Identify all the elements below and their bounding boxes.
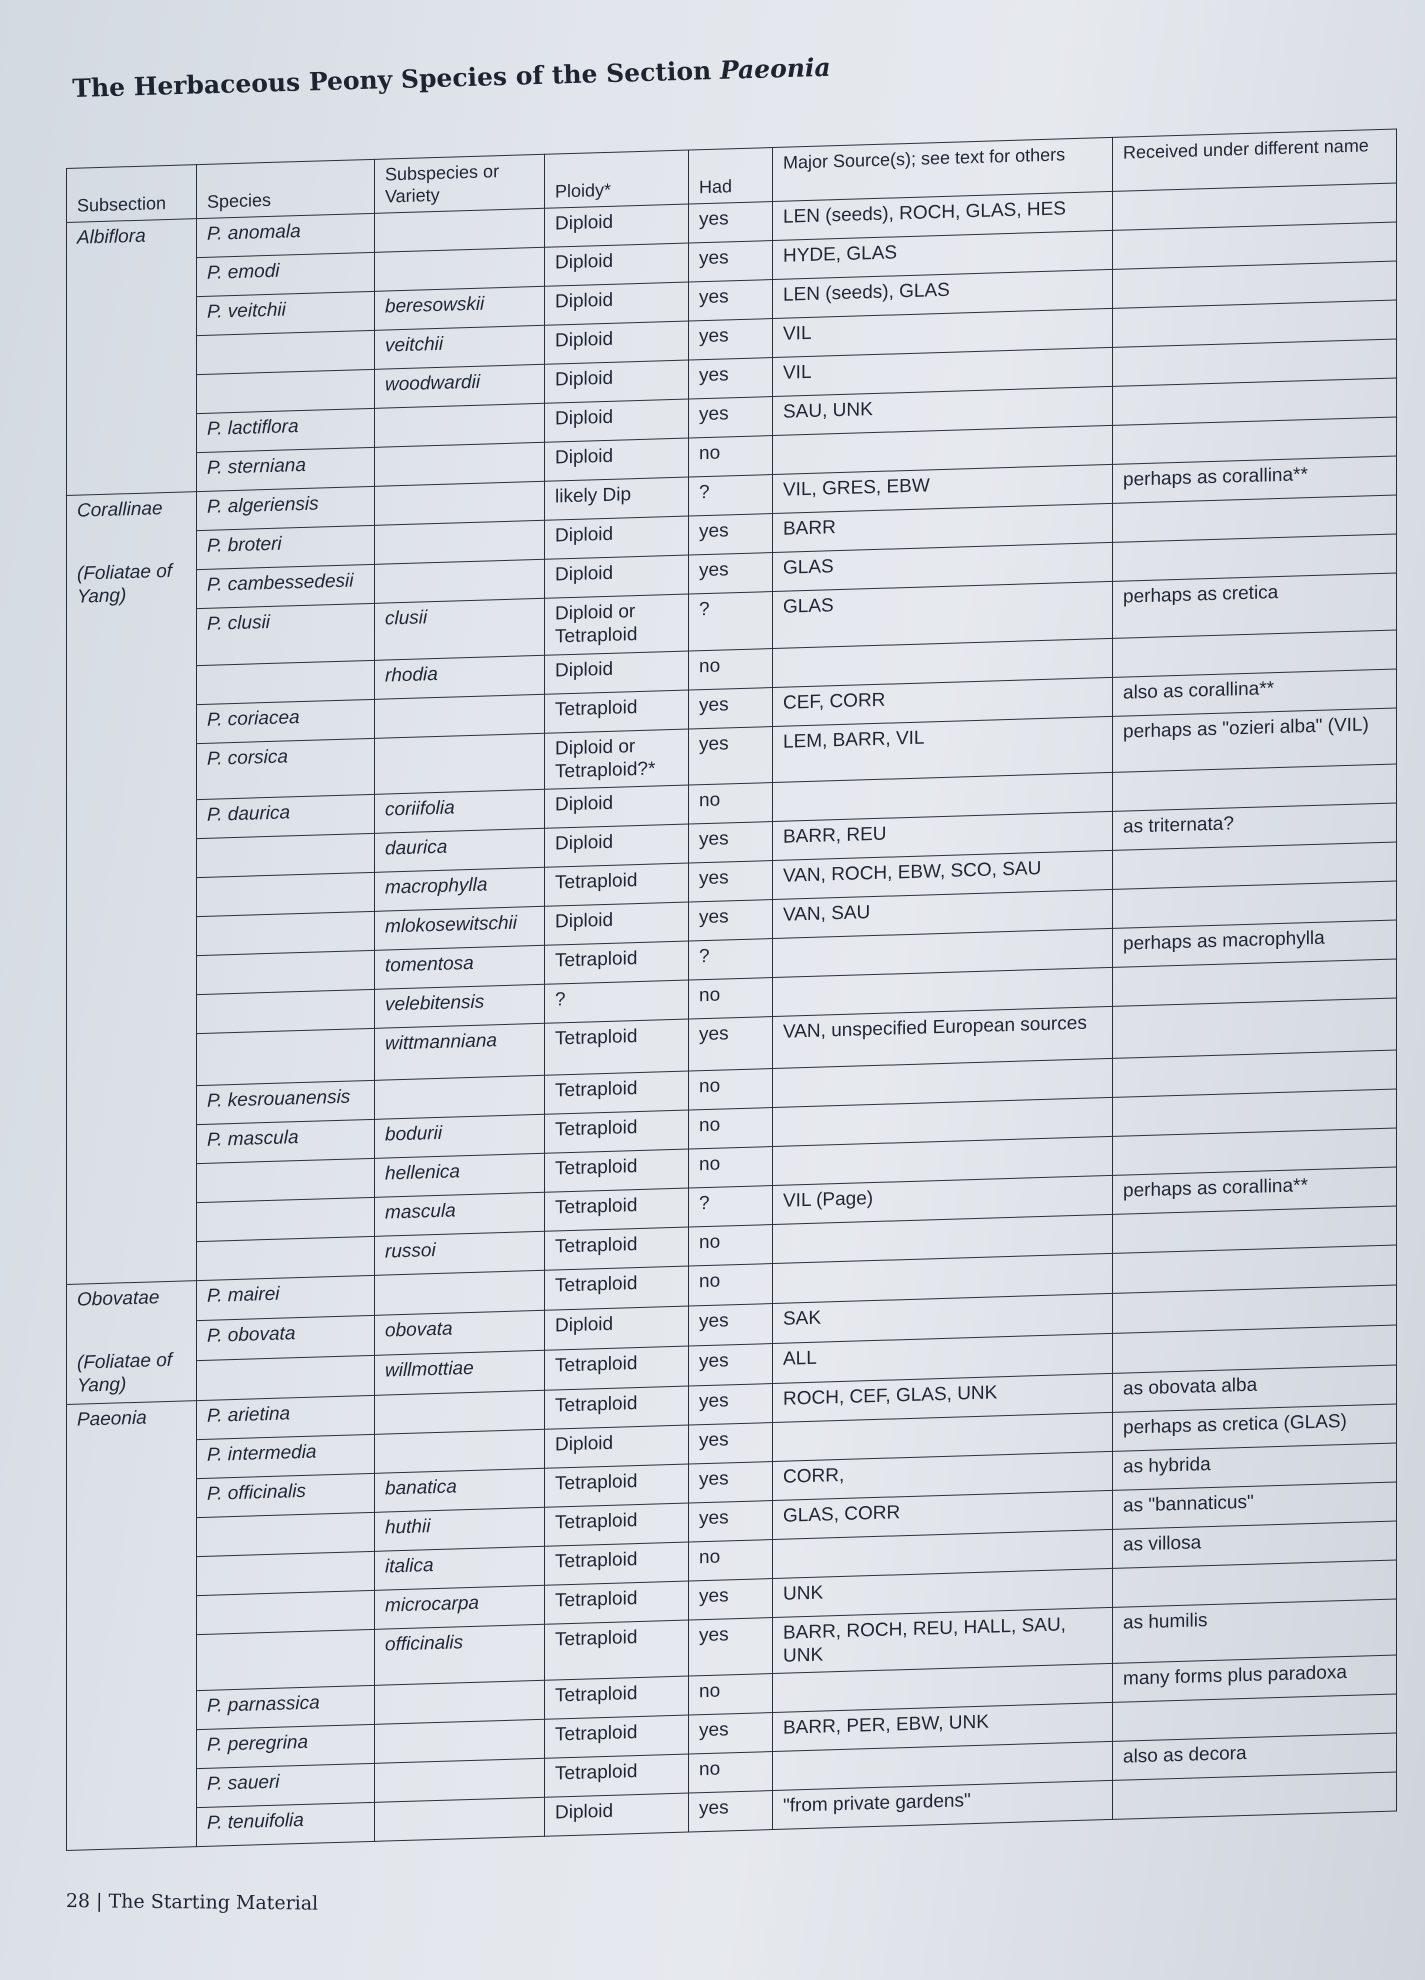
species-cell: P. parnassica bbox=[197, 1686, 375, 1730]
ploidy-cell: Diploid bbox=[545, 321, 689, 364]
subsection-name: Paeonia bbox=[77, 1407, 147, 1431]
species-cell: P. broteri bbox=[197, 526, 375, 570]
subsection-name: Corallinae bbox=[77, 498, 163, 522]
subspecies-cell: tomentosa bbox=[375, 946, 545, 990]
source-cell: CEF, CORR bbox=[773, 677, 1113, 726]
had-cell: yes bbox=[689, 202, 773, 243]
had-cell: yes bbox=[689, 1617, 773, 1676]
had-cell: yes bbox=[689, 553, 773, 594]
received-cell: perhaps as corallina** bbox=[1113, 456, 1397, 503]
had-cell: yes bbox=[689, 1017, 773, 1071]
had-cell: no bbox=[689, 1674, 773, 1715]
ploidy-cell: ? bbox=[545, 980, 689, 1023]
subsection-cell bbox=[67, 492, 197, 1285]
source-cell: BARR, ROCH, REU, HALL, SAU, UNK bbox=[773, 1607, 1113, 1674]
subspecies-cell: veitchii bbox=[375, 325, 545, 369]
source-cell: HYDE, GLAS bbox=[773, 231, 1113, 280]
received-cell: perhaps as corallina** bbox=[1113, 1167, 1397, 1214]
had-cell: yes bbox=[689, 822, 773, 863]
ploidy-cell: Tetraploid bbox=[545, 1019, 689, 1075]
ploidy-cell: Diploid bbox=[545, 360, 689, 403]
ploidy-cell: Tetraploid bbox=[545, 1715, 689, 1758]
species-cell: P. officinalis bbox=[197, 1473, 375, 1517]
source-cell: VIL, GRES, EBW bbox=[773, 465, 1113, 514]
species-cell bbox=[197, 834, 375, 878]
subspecies-cell bbox=[375, 1429, 545, 1473]
subspecies-cell bbox=[375, 481, 545, 525]
received-cell: perhaps as cretica bbox=[1113, 573, 1397, 638]
header-received: Received under different name bbox=[1113, 129, 1397, 192]
received-cell: as hybrida bbox=[1113, 1443, 1397, 1490]
page-number: 28 bbox=[65, 1890, 91, 1913]
received-cell bbox=[1113, 998, 1397, 1058]
ploidy-cell: Tetraploid bbox=[545, 1149, 689, 1192]
subsection-cell bbox=[67, 219, 197, 496]
species-cell bbox=[197, 1512, 375, 1556]
subspecies-cell bbox=[375, 1271, 545, 1316]
ploidy-cell: Tetraploid bbox=[545, 1227, 689, 1270]
species-cell: P. daurica bbox=[197, 795, 375, 839]
species-cell bbox=[197, 1159, 375, 1203]
species-cell bbox=[197, 1551, 375, 1595]
species-cell: P. veitchii bbox=[197, 292, 375, 336]
species-cell bbox=[197, 1355, 375, 1400]
ploidy-cell: Tetraploid bbox=[545, 1581, 689, 1624]
had-cell: yes bbox=[689, 1578, 773, 1619]
ploidy-cell: Tetraploid bbox=[545, 1464, 689, 1507]
had-cell: ? bbox=[689, 592, 773, 651]
species-cell bbox=[197, 1198, 375, 1242]
had-cell: no bbox=[689, 436, 773, 477]
header-species: Species bbox=[197, 159, 375, 218]
source-cell: BARR, PER, EBW, UNK bbox=[773, 1703, 1113, 1752]
subspecies-cell: russoi bbox=[375, 1232, 545, 1276]
ploidy-cell: Diploid bbox=[545, 651, 689, 694]
subspecies-cell: mascula bbox=[375, 1193, 545, 1237]
had-cell: yes bbox=[689, 687, 773, 728]
species-cell bbox=[197, 912, 375, 956]
source-cell: ROCH, CEF, GLAS, UNK bbox=[773, 1373, 1113, 1422]
ploidy-cell: Tetraploid bbox=[545, 1266, 689, 1310]
ploidy-cell: Diploid bbox=[545, 824, 689, 867]
subsection-note: (Foliatae of Yang) bbox=[77, 1350, 173, 1397]
had-cell: yes bbox=[689, 1304, 773, 1346]
had-cell: ? bbox=[689, 939, 773, 980]
had-cell: yes bbox=[689, 241, 773, 282]
source-cell: BARR, REU bbox=[773, 812, 1113, 861]
species-cell: P. cambessedesii bbox=[197, 565, 375, 609]
header-subsection: Subsection bbox=[67, 165, 197, 223]
subspecies-cell: clusii bbox=[375, 598, 545, 660]
source-cell: CORR, bbox=[773, 1451, 1113, 1500]
had-cell: no bbox=[689, 978, 773, 1019]
ploidy-cell: Tetraploid bbox=[545, 1188, 689, 1231]
had-cell: yes bbox=[689, 1383, 773, 1424]
species-cell bbox=[197, 660, 375, 704]
ploidy-cell: Diploid bbox=[545, 902, 689, 945]
source-cell: LEN (seeds), GLAS bbox=[773, 270, 1113, 319]
subsection-note bbox=[77, 1469, 186, 1472]
species-cell: P. algeriensis bbox=[197, 487, 375, 531]
subspecies-cell: microcarpa bbox=[375, 1585, 545, 1629]
ploidy-cell: Diploid or Tetraploid bbox=[545, 594, 689, 655]
species-cell: P. peregrina bbox=[197, 1725, 375, 1769]
ploidy-cell: Diploid or Tetraploid?* bbox=[545, 729, 689, 790]
species-cell: P. tenuifolia bbox=[197, 1803, 375, 1847]
species-cell bbox=[197, 951, 375, 995]
ploidy-cell: Tetraploid bbox=[545, 941, 689, 984]
species-cell bbox=[197, 370, 375, 414]
subsection-cell bbox=[67, 1400, 197, 1850]
ploidy-cell: Tetraploid bbox=[545, 1542, 689, 1585]
species-cell: P. intermedia bbox=[197, 1434, 375, 1478]
subspecies-cell bbox=[375, 1720, 545, 1764]
ploidy-cell: Diploid bbox=[545, 399, 689, 442]
had-cell: no bbox=[689, 1108, 773, 1149]
had-cell: no bbox=[689, 783, 773, 824]
header-had: Had bbox=[689, 148, 773, 205]
ploidy-cell: Diploid bbox=[545, 243, 689, 286]
received-cell: perhaps as macrophylla bbox=[1113, 920, 1397, 967]
subspecies-cell: obovata bbox=[375, 1310, 545, 1355]
source-cell: VAN, unspecified European sources bbox=[773, 1007, 1113, 1069]
source-cell: BARR bbox=[773, 504, 1113, 553]
had-cell: ? bbox=[689, 1186, 773, 1227]
ploidy-cell: Diploid bbox=[545, 1793, 689, 1836]
subsection-name: Obovatae bbox=[77, 1287, 160, 1312]
subspecies-cell: woodwardii bbox=[375, 364, 545, 408]
subspecies-cell: daurica bbox=[375, 829, 545, 873]
ploidy-cell: Diploid bbox=[545, 282, 689, 325]
ploidy-cell: Diploid bbox=[545, 1425, 689, 1468]
ploidy-cell: Tetraploid bbox=[545, 690, 689, 733]
subspecies-cell bbox=[375, 559, 545, 603]
received-cell: as humilis bbox=[1113, 1599, 1397, 1664]
species-cell bbox=[197, 1590, 375, 1634]
ploidy-cell: Tetraploid bbox=[545, 1386, 689, 1429]
had-cell: yes bbox=[689, 319, 773, 360]
source-cell: VAN, SAU bbox=[773, 890, 1113, 939]
footer-section: The Starting Material bbox=[108, 1890, 319, 1915]
source-cell: "from private gardens" bbox=[773, 1781, 1113, 1830]
species-cell: P. obovata bbox=[197, 1316, 375, 1361]
subspecies-cell bbox=[375, 1681, 545, 1725]
table-title-text: The Herbaceous Peony Species of the Section bbox=[72, 55, 721, 103]
subspecies-cell bbox=[375, 1076, 545, 1120]
table-title-genus: Paeonia bbox=[719, 52, 832, 85]
species-cell: P. mairei bbox=[197, 1276, 375, 1321]
species-cell: P. clusii bbox=[197, 604, 375, 666]
subspecies-cell bbox=[375, 694, 545, 738]
source-cell: ALL bbox=[773, 1333, 1113, 1383]
species-cell: P. lactiflora bbox=[197, 409, 375, 453]
ploidy-cell: Tetraploid bbox=[545, 1754, 689, 1797]
species-cell bbox=[197, 1629, 375, 1691]
subsection-note: (Foliatae of Yang) bbox=[77, 560, 173, 608]
species-cell: P. kesrouanensis bbox=[197, 1081, 375, 1125]
subspecies-cell: mlokosewitschii bbox=[375, 907, 545, 951]
subspecies-cell bbox=[375, 442, 545, 486]
table-title bbox=[72, 46, 1072, 103]
source-cell: VIL (Page) bbox=[773, 1176, 1113, 1225]
received-cell: as "bannaticus" bbox=[1113, 1482, 1397, 1529]
species-cell: P. sterniana bbox=[197, 448, 375, 492]
source-cell: GLAS bbox=[773, 543, 1113, 592]
species-cell bbox=[197, 331, 375, 375]
subspecies-cell: huthii bbox=[375, 1507, 545, 1551]
species-cell: P. coriacea bbox=[197, 699, 375, 743]
had-cell: yes bbox=[689, 397, 773, 438]
received-cell: as obovata alba bbox=[1113, 1365, 1397, 1412]
subspecies-cell: officinalis bbox=[375, 1624, 545, 1686]
subspecies-cell bbox=[375, 520, 545, 564]
ploidy-cell: Tetraploid bbox=[545, 1071, 689, 1114]
subspecies-cell bbox=[375, 403, 545, 447]
had-cell: no bbox=[689, 1147, 773, 1188]
had-cell: yes bbox=[689, 280, 773, 321]
subspecies-cell: coriifolia bbox=[375, 790, 545, 834]
footer-separator: | bbox=[96, 1890, 103, 1913]
table-body bbox=[67, 183, 1397, 1851]
species-cell bbox=[197, 1029, 375, 1086]
received-cell: as villosa bbox=[1113, 1521, 1397, 1568]
species-cell: P. arietina bbox=[197, 1395, 375, 1439]
subspecies-cell: bodurii bbox=[375, 1115, 545, 1159]
source-cell: SAK bbox=[773, 1294, 1113, 1344]
subsection-cell bbox=[67, 1281, 197, 1404]
header-subspecies: Subspecies or Variety bbox=[375, 154, 545, 213]
source-cell: LEN (seeds), ROCH, GLAS, HES bbox=[773, 192, 1113, 241]
ploidy-cell: Tetraploid bbox=[545, 1346, 689, 1390]
ploidy-cell: Tetraploid bbox=[545, 1676, 689, 1719]
subspecies-cell: hellenica bbox=[375, 1154, 545, 1198]
received-cell: many forms plus paradoxa bbox=[1113, 1655, 1397, 1702]
had-cell: yes bbox=[689, 1713, 773, 1754]
source-cell: VIL bbox=[773, 348, 1113, 397]
species-cell: P. mascula bbox=[197, 1120, 375, 1164]
had-cell: yes bbox=[689, 1344, 773, 1386]
subspecies-cell: italica bbox=[375, 1546, 545, 1590]
subspecies-cell: macrophylla bbox=[375, 868, 545, 912]
had-cell: no bbox=[689, 1752, 773, 1793]
source-cell: LEM, BARR, VIL bbox=[773, 716, 1113, 783]
ploidy-cell: likely Dip bbox=[545, 477, 689, 520]
had-cell: yes bbox=[689, 900, 773, 941]
subspecies-cell: velebitensis bbox=[375, 985, 545, 1029]
subspecies-cell: wittmanniana bbox=[375, 1024, 545, 1081]
had-cell: no bbox=[689, 1539, 773, 1580]
species-cell bbox=[197, 873, 375, 917]
species-cell: P. saueri bbox=[197, 1764, 375, 1808]
ploidy-cell: Tetraploid bbox=[545, 1110, 689, 1153]
had-cell: no bbox=[689, 648, 773, 689]
had-cell: no bbox=[689, 1069, 773, 1110]
page-footer bbox=[66, 1890, 319, 1915]
received-cell bbox=[1113, 1772, 1397, 1819]
ploidy-cell: Diploid bbox=[545, 1306, 689, 1350]
ploidy-cell: Diploid bbox=[545, 785, 689, 828]
ploidy-cell: Diploid bbox=[545, 438, 689, 481]
species-cell bbox=[197, 1237, 375, 1281]
had-cell: yes bbox=[689, 1791, 773, 1832]
subspecies-cell: beresowskii bbox=[375, 286, 545, 330]
species-cell: P. emodi bbox=[197, 253, 375, 297]
had-cell: yes bbox=[689, 358, 773, 399]
subspecies-cell bbox=[375, 1798, 545, 1842]
subspecies-cell: banatica bbox=[375, 1468, 545, 1512]
received-cell: also as decora bbox=[1113, 1733, 1397, 1780]
had-cell: yes bbox=[689, 726, 773, 785]
had-cell: no bbox=[689, 1225, 773, 1266]
ploidy-cell: Diploid bbox=[545, 555, 689, 598]
header-source: Major Source(s); see text for others bbox=[773, 137, 1113, 201]
had-cell: yes bbox=[689, 1461, 773, 1502]
subspecies-cell bbox=[375, 1390, 545, 1434]
ploidy-cell: Tetraploid bbox=[545, 1503, 689, 1546]
subspecies-cell: willmottiae bbox=[375, 1350, 545, 1395]
species-cell: P. anomala bbox=[197, 214, 375, 258]
source-cell: GLAS bbox=[773, 582, 1113, 649]
had-cell: yes bbox=[689, 1422, 773, 1463]
source-cell: SAU, UNK bbox=[773, 387, 1113, 436]
header-ploidy: Ploidy* bbox=[545, 150, 689, 208]
had-cell: yes bbox=[689, 861, 773, 902]
ploidy-cell: Diploid bbox=[545, 204, 689, 247]
subsection-name: Albiflora bbox=[77, 225, 146, 249]
source-cell: VAN, ROCH, EBW, SCO, SAU bbox=[773, 851, 1113, 900]
source-cell: UNK bbox=[773, 1568, 1113, 1617]
received-cell: also as corallina** bbox=[1113, 669, 1397, 716]
subspecies-cell: rhodia bbox=[375, 655, 545, 699]
had-cell: yes bbox=[689, 1500, 773, 1541]
subspecies-cell bbox=[375, 733, 545, 795]
source-cell: VIL bbox=[773, 309, 1113, 358]
subsection-note bbox=[77, 287, 186, 290]
source-cell: GLAS, CORR bbox=[773, 1490, 1113, 1539]
ploidy-cell: Diploid bbox=[545, 516, 689, 559]
received-cell: perhaps as cretica (GLAS) bbox=[1113, 1404, 1397, 1451]
peony-species-table bbox=[66, 128, 1397, 1851]
ploidy-cell: Tetraploid bbox=[545, 863, 689, 906]
received-cell: perhaps as "ozieri alba" (VIL) bbox=[1113, 708, 1397, 773]
species-cell bbox=[197, 990, 375, 1034]
species-cell: P. corsica bbox=[197, 738, 375, 800]
subspecies-cell bbox=[375, 208, 545, 252]
ploidy-cell: Tetraploid bbox=[545, 1620, 689, 1681]
had-cell: no bbox=[689, 1264, 773, 1306]
subspecies-cell bbox=[375, 247, 545, 291]
had-cell: yes bbox=[689, 514, 773, 555]
subspecies-cell bbox=[375, 1759, 545, 1803]
received-cell: as triternata? bbox=[1113, 803, 1397, 850]
had-cell: ? bbox=[689, 475, 773, 516]
